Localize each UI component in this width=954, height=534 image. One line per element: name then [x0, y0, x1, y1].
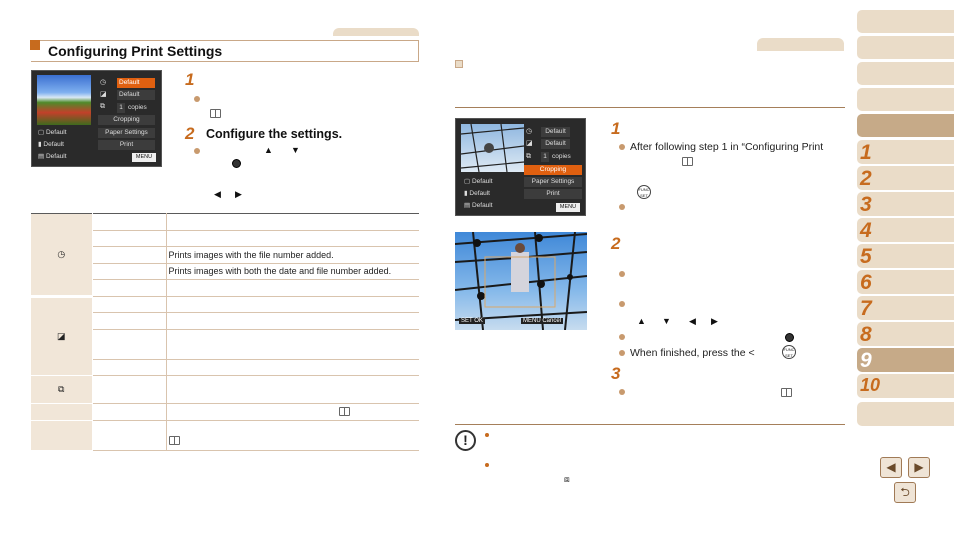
menu-item-print: Print [524, 189, 582, 199]
control-dial-icon [785, 333, 794, 342]
page-ref-icon [210, 109, 221, 118]
bullet [485, 433, 489, 437]
camera-screen-print-settings [31, 70, 162, 167]
next-page-button[interactable] [908, 457, 930, 478]
ok-label: OK [474, 318, 483, 324]
copies-icon: ⧉ [526, 153, 531, 160]
set-label: SET [461, 318, 473, 324]
status-row-2 [38, 140, 64, 150]
menu-return-button: MENU [556, 203, 580, 212]
chapter-number: 7 [860, 297, 872, 320]
section-title: Configuring Print Settings [48, 43, 223, 59]
bullet [619, 389, 625, 395]
setting-cell [31, 404, 92, 421]
status-label: Default [43, 141, 64, 148]
sidebar-tab-active-section[interactable] [857, 114, 954, 137]
page-ref-icon [169, 436, 180, 445]
return-button[interactable] [894, 482, 916, 503]
description-cell [166, 280, 419, 297]
status-row-3 [38, 152, 67, 162]
table-row [31, 376, 419, 404]
description-cell [166, 359, 419, 376]
option-cell [92, 280, 166, 297]
bullet [194, 96, 200, 102]
page-tab-right [757, 38, 844, 51]
chapter-number: 8 [860, 323, 872, 346]
print-list-icon: ⧈ [564, 474, 570, 484]
description-cell: Prints images with both the date and file number added. [166, 263, 419, 280]
chapter-number-active: 9 [860, 349, 872, 372]
copies-label: copies [552, 153, 571, 160]
thumbnail-image [461, 124, 524, 172]
bullet [619, 350, 625, 356]
control-dial-icon [232, 159, 241, 168]
status-row-1 [464, 177, 493, 187]
description-cell [166, 329, 419, 359]
chapter-number: 10 [860, 375, 881, 395]
copies-value: 1 [541, 152, 549, 162]
sidebar-tab[interactable] [857, 402, 954, 426]
left-arrow-icon: ◀ [214, 189, 221, 199]
table-row [31, 214, 419, 231]
step-number: 1 [611, 119, 621, 138]
down-arrow-icon: ▼ [662, 316, 671, 326]
climbing-frame-graphic [461, 124, 524, 172]
option-cell [92, 329, 166, 359]
section-header [31, 40, 419, 62]
copies-value: 1 [117, 103, 125, 113]
menu-item-cropping: Cropping [98, 115, 155, 125]
menu-item-cropping: Cropping [524, 165, 582, 175]
bullet [619, 334, 625, 340]
status-label: Default [45, 129, 67, 136]
copies-setting-cell [31, 376, 92, 404]
setting-cell [31, 420, 92, 450]
set-ok-hint [459, 318, 485, 324]
description-cell [166, 313, 419, 330]
option-cell [92, 313, 166, 330]
right-arrow-icon: ▶ [711, 316, 718, 326]
option-cell [92, 359, 166, 376]
status-row-3 [464, 201, 493, 211]
copies-icon: ⧉ [58, 384, 65, 394]
step-text: After following step 1 in “Configuring Print [630, 141, 824, 153]
table-row [31, 404, 419, 421]
date-icon: ◷ [57, 248, 66, 259]
step-number: 2 [611, 234, 621, 253]
option-cell [92, 420, 166, 450]
down-arrow-icon: ▼ [291, 145, 300, 155]
option-cell [92, 404, 166, 421]
status-row-2 [464, 189, 490, 199]
chapter-number: 5 [860, 245, 872, 268]
bullet [619, 271, 625, 277]
menu-item-print: Print [98, 140, 155, 150]
step-number: 2 [185, 124, 195, 143]
description-cell [166, 376, 419, 404]
menu-item-file-number: Default [541, 139, 570, 149]
right-arrow-icon: ▶ [235, 189, 242, 199]
status-row-1 [38, 128, 67, 138]
table-row [31, 420, 419, 450]
func-set-button-icon: FUNC SET [638, 187, 650, 198]
option-cell [92, 247, 166, 264]
file-number-icon: ◪ [56, 330, 66, 341]
menu-item-date: Default [541, 127, 570, 137]
file-number-icon: ◪ [100, 91, 107, 98]
cancel-label: Cancel [542, 318, 562, 324]
file-number-setting-cell [31, 296, 92, 376]
previous-page-button[interactable] [880, 457, 902, 478]
step-number: 3 [611, 364, 621, 383]
menu-item-paper-settings: Paper Settings [98, 128, 155, 138]
step-text: When finished, press the < [630, 347, 755, 359]
step-number: 1 [185, 70, 195, 89]
step-title: Configure the settings. [206, 127, 343, 141]
page-tab-left [333, 28, 419, 36]
sidebar-tab[interactable] [857, 62, 954, 85]
func-set-button-icon: FUNC SET [783, 347, 795, 358]
status-icon: ▤ [38, 153, 46, 160]
menu-return-button: MENU [132, 153, 156, 162]
crop-screen [455, 232, 587, 330]
status-label: Default [471, 178, 493, 185]
page-ref-icon [682, 157, 693, 166]
chapter-number: 4 [860, 219, 872, 242]
chapter-number: 3 [860, 193, 872, 216]
left-arrow-icon: ◀ [689, 316, 696, 326]
status-icon: ▮ [38, 141, 44, 148]
description-cell: Prints images with the file number added. [166, 247, 419, 264]
divider [455, 107, 845, 108]
chapter-number: 2 [860, 167, 872, 190]
up-arrow-icon: ▲ [637, 316, 646, 326]
option-cell [92, 376, 166, 404]
camera-screen-cropping [455, 118, 586, 216]
menu-item-file-number: Default [117, 90, 155, 100]
description-cell [166, 420, 419, 450]
sidebar-tab[interactable] [857, 88, 954, 111]
chapter-number: 6 [860, 271, 872, 294]
bullet [619, 144, 625, 150]
date-icon: ◷ [526, 128, 533, 135]
bullet [485, 463, 489, 467]
menu-item-date: Default [117, 78, 155, 88]
menu-label: MENU [523, 318, 541, 324]
description-cell [166, 230, 419, 247]
bullet [619, 204, 625, 210]
date-icon: ◷ [100, 79, 107, 86]
table-row [31, 296, 419, 313]
status-label: Default [469, 190, 490, 197]
option-cell [92, 214, 166, 231]
arrow-left-icon: ◀ [886, 460, 896, 474]
page-ref-icon [339, 407, 350, 416]
section-marker [30, 40, 40, 50]
description-cell [166, 404, 419, 421]
status-icon: ▢ [464, 178, 472, 185]
status-label: Default [471, 202, 493, 209]
sidebar-tab[interactable] [857, 10, 954, 33]
divider [455, 424, 845, 425]
copies-icon: ⧉ [100, 103, 105, 110]
option-cell [92, 296, 166, 313]
option-cell [92, 230, 166, 247]
date-setting-cell [31, 214, 92, 297]
menu-item-paper-settings: Paper Settings [524, 177, 582, 187]
caution-icon: ! [455, 430, 476, 451]
status-icon: ▤ [464, 202, 472, 209]
status-icon: ▢ [38, 129, 46, 136]
thumbnail-image [37, 75, 91, 125]
copies-label: copies [128, 104, 147, 111]
description-cell [166, 296, 419, 313]
bullet [194, 148, 200, 154]
chapter-number: 1 [860, 141, 872, 164]
status-label: Default [45, 153, 67, 160]
file-number-icon: ◪ [526, 140, 533, 147]
subsection-marker [455, 60, 463, 68]
print-settings-table [31, 213, 419, 451]
page-ref-icon [781, 388, 792, 397]
sidebar-tab[interactable] [857, 36, 954, 59]
status-icon: ▮ [464, 190, 470, 197]
arrow-right-icon: ▶ [914, 460, 924, 474]
option-cell [92, 263, 166, 280]
description-cell [166, 214, 419, 231]
climbing-frame-graphic [455, 232, 587, 330]
bullet [619, 301, 625, 307]
menu-cancel-hint [521, 318, 563, 324]
up-arrow-icon: ▲ [264, 145, 273, 155]
return-icon: ⮌ [900, 485, 910, 499]
